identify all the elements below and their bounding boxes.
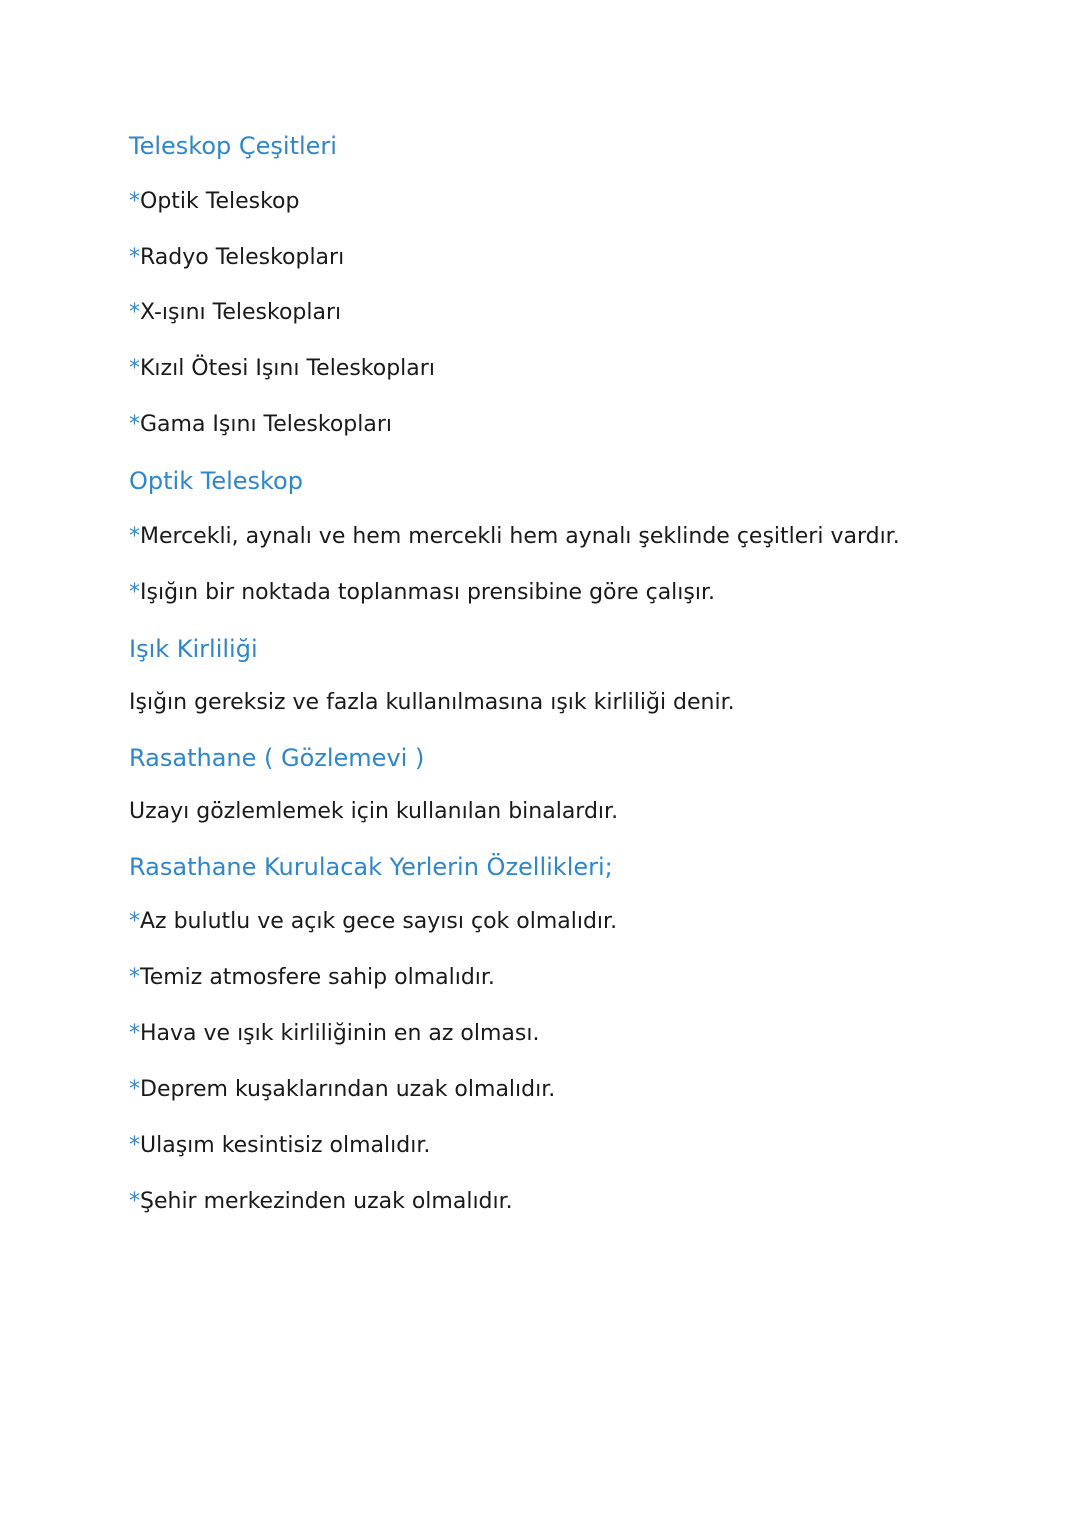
paragraph-observatory: Uzayı gözlemlemek için kullanılan binalardır. bbox=[129, 799, 619, 824]
bullet-star: * bbox=[129, 524, 140, 549]
list-item-text: Ulaşım kesintisiz olmalıdır. bbox=[140, 1133, 431, 1158]
list-item bbox=[129, 302, 341, 324]
list-item bbox=[129, 1135, 430, 1157]
heading-light-pollution: Işık Kirliliği bbox=[129, 635, 258, 663]
list-item-text: Deprem kuşaklarından uzak olmalıdır. bbox=[140, 1077, 556, 1102]
list-item bbox=[129, 247, 344, 269]
list-item bbox=[129, 1079, 555, 1101]
list-item bbox=[129, 414, 392, 436]
list-item-text: Işığın bir noktada toplanması prensibine göre çalışır. bbox=[140, 580, 715, 605]
list-item-text: Mercekli, aynalı ve hem mercekli hem aynalı şeklinde çeşitleri vardır. bbox=[140, 524, 900, 549]
list-item bbox=[129, 911, 617, 933]
list-item-text: Kızıl Ötesi Işını Teleskopları bbox=[140, 356, 435, 381]
list-item bbox=[129, 191, 299, 213]
heading-telescope-types: Teleskop Çeşitleri bbox=[129, 132, 337, 160]
heading-observatory: Rasathane ( Gözlemevi ) bbox=[129, 744, 425, 772]
heading-optical-telescope: Optik Teleskop bbox=[129, 467, 303, 495]
bullet-star: * bbox=[129, 965, 140, 990]
list-item-text: Az bulutlu ve açık gece sayısı çok olmalıdır. bbox=[140, 909, 618, 934]
list-item-text: Gama Işını Teleskopları bbox=[140, 412, 393, 437]
bullet-star: * bbox=[129, 909, 140, 934]
list-item bbox=[129, 526, 900, 548]
bullet-star: * bbox=[129, 1133, 140, 1158]
list-item-text: X-ışını Teleskopları bbox=[140, 300, 342, 325]
bullet-star: * bbox=[129, 245, 140, 270]
bullet-star: * bbox=[129, 412, 140, 437]
bullet-star: * bbox=[129, 1021, 140, 1046]
list-item-text: Hava ve ışık kirliliğinin en az olması. bbox=[140, 1021, 540, 1046]
list-item-text: Temiz atmosfere sahip olmalıdır. bbox=[140, 965, 495, 990]
list-item bbox=[129, 967, 495, 989]
list-item bbox=[129, 1023, 539, 1045]
bullet-star: * bbox=[129, 1077, 140, 1102]
list-item-text: Şehir merkezinden uzak olmalıdır. bbox=[140, 1189, 513, 1214]
list-item-text: Radyo Teleskopları bbox=[140, 245, 345, 270]
list-item bbox=[129, 1191, 513, 1213]
heading-observatory-sites: Rasathane Kurulacak Yerlerin Özellikleri; bbox=[129, 853, 613, 881]
bullet-star: * bbox=[129, 1189, 140, 1214]
list-item-text: Optik Teleskop bbox=[140, 189, 300, 214]
bullet-star: * bbox=[129, 356, 140, 381]
paragraph-light-pollution: Işığın gereksiz ve fazla kullanılmasına ışık kirliliği denir. bbox=[129, 690, 735, 715]
list-item bbox=[129, 582, 715, 604]
list-item bbox=[129, 358, 435, 380]
bullet-star: * bbox=[129, 189, 140, 214]
bullet-star: * bbox=[129, 580, 140, 605]
bullet-star: * bbox=[129, 300, 140, 325]
